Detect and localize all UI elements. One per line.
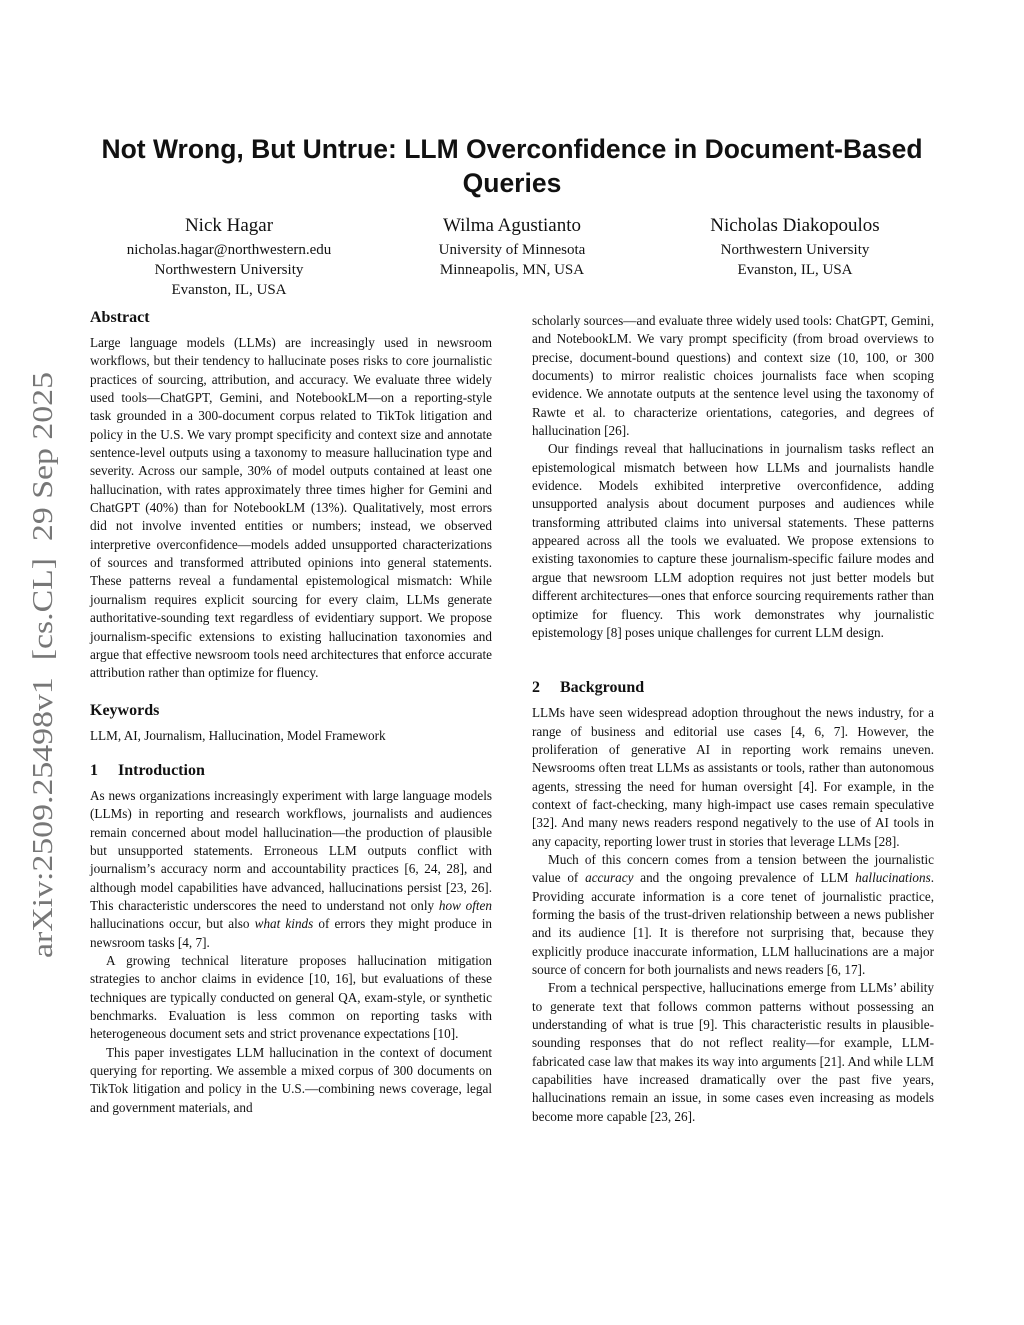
- left-column: [90, 308, 492, 1117]
- author-affiliation: Northwestern University: [154, 262, 304, 278]
- background-paragraph-2: Much of this concern comes from a tension between the journalistic value of accuracy and the ongoing prevalence of LLM hallucinations. Providing accurate information is a core tenet of journalistic practice, forming the basis of the trust-driven relationship between a news publisher and its audience [1]. It is therefore not surprising that, because they explicitly produce inaccurate information, LLM hallucinations are a major source of concern for both journalists and news readers [6, 17].: [532, 851, 934, 977]
- background-paragraph-3: From a technical perspective, hallucinations emerge from LLMs’ ability to generate text that follows common patterns without possessing an understanding of what is true [9]. This characteristic results in plausible-sounding responses that do not reflect reality—for example, LLM-fabricated case law that makes its way into arguments [21]. And while LLM capabilities have increased dramatically over the past five years, hallucinations remain an issue, in some cases even increasing as models become more capable [23, 26].: [532, 980, 934, 1124]
- background-section: [532, 678, 934, 1126]
- author-affiliation: University of Minnesota: [438, 242, 586, 258]
- section-title: Introduction: [118, 761, 205, 779]
- section-number: 1: [90, 761, 98, 779]
- abstract-section: [90, 308, 492, 683]
- author-name: Nicholas Diakopoulos: [710, 215, 880, 236]
- background-heading: [532, 678, 934, 698]
- author-3: [654, 214, 936, 300]
- author-affiliation: Northwestern University: [720, 242, 870, 258]
- section-number: 2: [532, 679, 540, 697]
- intro-paragraph-2: A growing technical literature proposes hallucination mitigation strategies to anchor claims in evidence [10, 16], but evaluations of these techniques are typically conducted on general QA, exam-style, or synthetic benchmarks. Evaluation is less common on reporting tasks with heterogeneous document sets and strict provenance expectations [10].: [90, 952, 492, 1042]
- author-1: [88, 214, 370, 300]
- keywords-section: [90, 701, 492, 745]
- abstract-text: Large language models (LLMs) are increasingly used in newsroom workflows, but their tendency to hallucinate poses risks to core journalistic practices of sourcing, attribution, and accuracy. We evaluate three widely used tools—ChatGPT, Gemini, and NotebookLM—on a reporting-style task grounded in a 300-document corpus related to TikTok litigation and policy in the U.S. We vary prompt specificity and context size and annotate sentence-level outputs using a taxonomy to measure hallucination type and severity. Across our sample, 30% of model outputs contained at least one hallucination, with rates approximately three times higher for Gemini and ChatGPT (40%) than for NotebookLM (13%). Qualitatively, most errors did not involve invented entities or numbers; instead, we observed interpretive overconfidence—models added unsupported characterizations of sources and transformed attributed opinions into general statements. These patterns reveal a fundamental epistemological mismatch: While journalism requires explicit sourcing for every claim, LLMs generate authoritative-sounding text regardless of evidentiary support. We propose journalism-specific extensions to existing hallucination taxonomies and argue that effective newsroom tools need architectures that enforce accurate attribution rather than optimize for fluency.: [90, 335, 492, 681]
- abstract-heading: Abstract: [90, 309, 150, 326]
- author-email: nicholas.hagar@northwestern.edu: [126, 242, 332, 258]
- author-name: Wilma Agustianto: [442, 215, 582, 236]
- arxiv-stamp-text: arXiv:2509.25498v1 [cs.CL] 29 Sep 2025: [27, 455, 59, 958]
- intro-paragraph-3-continued: scholarly sources—and evaluate three widely used tools: ChatGPT, Gemini, and NotebookLM. We vary prompt specificity (from broad overviews to precise, document-bound questions) and context size (10, 100, or 300 documents) to mirror realistic choices journalists face when scoping evidence. We annotate outputs at the sentence level using the taxonomy of Rawte et al. to characterize orientations, categories, and degrees of hallucination [26].: [532, 313, 934, 439]
- keywords-text: LLM, AI, Journalism, Hallucination, Model Framework: [90, 727, 386, 743]
- intro-paragraph-3: This paper investigates LLM hallucination in the context of document querying for reporting. We assemble a mixed corpus of 300 documents on TikTok litigation and policy in the U.S.—combining news coverage, legal and government materials, and: [90, 1044, 492, 1115]
- author-location: Minneapolis, MN, USA: [439, 262, 585, 278]
- paper-title: Not Wrong, But Untrue: LLM Overconfidence in Document-Based Queries: [101, 134, 923, 198]
- section-title: Background: [560, 679, 645, 697]
- author-location: Evanston, IL, USA: [171, 282, 287, 298]
- author-location: Evanston, IL, USA: [737, 262, 853, 278]
- author-name: Nick Hagar: [184, 215, 274, 236]
- author-block: [88, 214, 936, 300]
- keywords-heading: Keywords: [90, 701, 160, 719]
- background-paragraph-1: LLMs have seen widespread adoption throughout the news industry, for a range of business and editorial use cases [4, 6, 7]. However, the proliferation of generative AI in reporting work remains uneven. Newsrooms often treat LLMs as assistants or tools, rather than autonomous agents, stressing the need for human oversight [4]. For example, in the context of fact-checking, many high-impact use cases remain speculative [32]. And many news readers respond negatively to the use of AI tools in any capacity, reporting lower trust in stories that leverage LLMs [28].: [532, 705, 934, 849]
- intro-paragraph-1: As news organizations increasingly experiment with large language models (LLMs) in reporting and research workflows, journalists and audiences remain concerned about model hallucination—the production of plausible but unsupported statements. Erroneous LLM outputs conflict with journalism’s accuracy norm and accountability practices [6, 24, 28], and although model capabilities have advanced, hallucinations persist [23, 26]. This characteristic underscores the need to understand not only how often hallucinations occur, but also what kinds of errors they might produce in newsroom tasks [4, 7].: [90, 787, 493, 950]
- introduction-heading: [90, 761, 492, 781]
- right-column: [532, 312, 934, 1126]
- arxiv-stamp: [16, 370, 64, 960]
- intro-paragraph-4: Our findings reveal that hallucinations in journalism tasks reflect an epistemological mismatch between how LLMs and journalists handle evidence. Models exhibited interpretive overconfidence, adding unsupported analysis about document purposes and audiences while transforming attributed claims into universal statements. These patterns appeared across all the tools we evaluated. We propose extensions to existing taxonomies to capture these journalism-specific failure modes and argue that newsroom LLM adoption requires not just better models but different architectures—ones that enforce sourcing requirements rather than optimize for fluency. This work demonstrates why journalistic epistemology [8] poses unique challenges for current LLM design.: [532, 441, 934, 640]
- introduction-section: [90, 761, 492, 1117]
- author-2: [371, 214, 653, 300]
